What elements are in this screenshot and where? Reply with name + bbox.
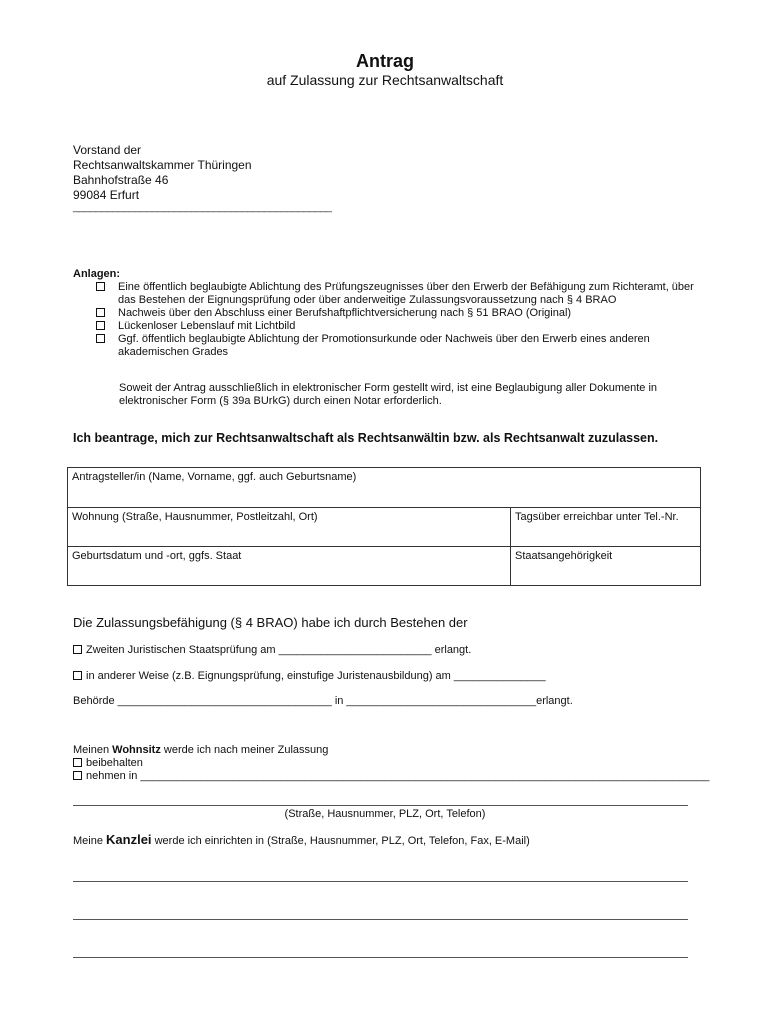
attachment-checkbox[interactable] bbox=[96, 308, 105, 317]
keep-label: beibehalten bbox=[86, 757, 143, 769]
residence-intro-post: werde ich nach meiner Zulassung bbox=[160, 744, 329, 756]
office-intro-post: werde ich einrichten in (Straße, Hausnummer, PLZ, Ort, Telefon, Fax, E-Mail) bbox=[151, 835, 530, 847]
attachments-note: Soweit der Antrag ausschließlich in elektronischer Form gestellt wird, ist eine Beglaubigung aller Dokumente in elektronischer Form (§ 39a BUrkG) durch einen Notar erforderlich. bbox=[119, 382, 658, 407]
qualification-option-1 bbox=[73, 644, 471, 656]
page-subtitle: auf Zulassung zur Rechtsanwaltschaft bbox=[266, 72, 504, 88]
attachment-checkbox[interactable] bbox=[96, 282, 105, 291]
qualification-heading: Die Zulassungsbefähigung (§ 4 BRAO) habe ich durch Bestehen der bbox=[73, 615, 468, 630]
residence-field[interactable] bbox=[68, 508, 511, 547]
residence-take-option bbox=[73, 770, 709, 782]
keep-checkbox[interactable] bbox=[73, 758, 82, 767]
citizenship-label: Staatsangehörigkeit bbox=[515, 550, 613, 562]
recipient-line-1: Vorstand der bbox=[73, 143, 142, 157]
residence-keep-option bbox=[73, 757, 143, 769]
residence-label: Wohnung (Straße, Hausnummer, Postleitzahl, Ort) bbox=[72, 511, 318, 523]
birth-field[interactable] bbox=[68, 547, 511, 586]
residence-address-line[interactable] bbox=[73, 805, 688, 806]
attachment-checkbox[interactable] bbox=[96, 321, 105, 330]
option-2-checkbox[interactable] bbox=[73, 671, 82, 680]
option-2-label: in anderer Weise (z.B. Eignungsprüfung, einstufige Juristenausbildung) am _______________ bbox=[86, 670, 546, 682]
citizenship-field[interactable] bbox=[511, 547, 701, 586]
take-label[interactable]: nehmen in _____________________________________________________________________________________________ bbox=[86, 770, 710, 782]
applicant-name-field[interactable] bbox=[68, 468, 701, 508]
attachment-label: Nachweis über den Abschluss einer Berufshaftpflichtversicherung nach § 51 BRAO (Original) bbox=[118, 307, 572, 319]
page-title: Antrag bbox=[356, 51, 414, 71]
attachment-item bbox=[96, 281, 706, 307]
option-1-checkbox[interactable] bbox=[73, 645, 82, 654]
phone-field[interactable] bbox=[511, 508, 701, 547]
qualification-option-2 bbox=[73, 670, 546, 682]
authority-line[interactable]: Behörde ___________________________________ in _______________________________erlangt. bbox=[73, 695, 573, 707]
attachment-label: Lückenloser Lebenslauf mit Lichtbild bbox=[118, 320, 296, 332]
birth-label: Geburtsdatum und -ort, ggfs. Staat bbox=[72, 550, 242, 562]
applicant-name-label: Antragsteller/in (Name, Vorname, ggf. auch Geburtsname) bbox=[72, 471, 357, 483]
take-checkbox[interactable] bbox=[73, 771, 82, 780]
attachments-title: Anlagen: bbox=[73, 268, 121, 280]
phone-label: Tagsüber erreichbar unter Tel.-Nr. bbox=[515, 511, 679, 523]
attachments-list bbox=[96, 281, 706, 359]
attachment-item bbox=[96, 333, 706, 359]
residence-intro bbox=[73, 744, 328, 756]
attachment-item bbox=[96, 320, 706, 333]
recipient-address bbox=[73, 143, 252, 203]
recipient-line-3: Bahnhofstraße 46 bbox=[73, 173, 169, 187]
recipient-underline: ______________________________________________ bbox=[73, 201, 332, 213]
request-statement: Ich beantrage, mich zur Rechtsanwaltschaft als Rechtsanwältin bzw. als Rechtsanwalt zuzulassen. bbox=[73, 431, 659, 445]
residence-intro-bold: Wohnsitz bbox=[112, 744, 161, 756]
recipient-line-4: 99084 Erfurt bbox=[73, 188, 140, 202]
office-intro-pre: Meine bbox=[73, 835, 107, 847]
office-address-line-3[interactable] bbox=[73, 957, 688, 958]
residence-address-caption: (Straße, Hausnummer, PLZ, Ort, Telefon) bbox=[284, 808, 486, 820]
recipient-line-2: Rechtsanwaltskammer Thüringen bbox=[73, 158, 252, 172]
office-address-line-1[interactable] bbox=[73, 881, 688, 882]
attachment-checkbox[interactable] bbox=[96, 334, 105, 343]
office-intro bbox=[73, 832, 530, 847]
attachment-item bbox=[96, 307, 706, 320]
option-1-label: Zweiten Juristischen Staatsprüfung am _________________________ erlangt. bbox=[86, 644, 472, 656]
office-address-line-2[interactable] bbox=[73, 919, 688, 920]
applicant-data-table bbox=[67, 467, 701, 586]
office-intro-bold: Kanzlei bbox=[106, 832, 152, 847]
attachment-label: Eine öffentlich beglaubigte Ablichtung des Prüfungszeugnisses über den Erwerb der Befähigung zum Richteramt, über das Bestehen der Eignungsprüfung oder über anderweitige Zulassungsvoraussetzung nach § 4 BRAO bbox=[118, 281, 694, 306]
attachment-label: Ggf. öffentlich beglaubigte Ablichtung der Promotionsurkunde oder Nachweis über den Erwerb eines anderen akademischen Grades bbox=[118, 333, 650, 358]
residence-intro-pre: Meinen bbox=[73, 744, 113, 756]
